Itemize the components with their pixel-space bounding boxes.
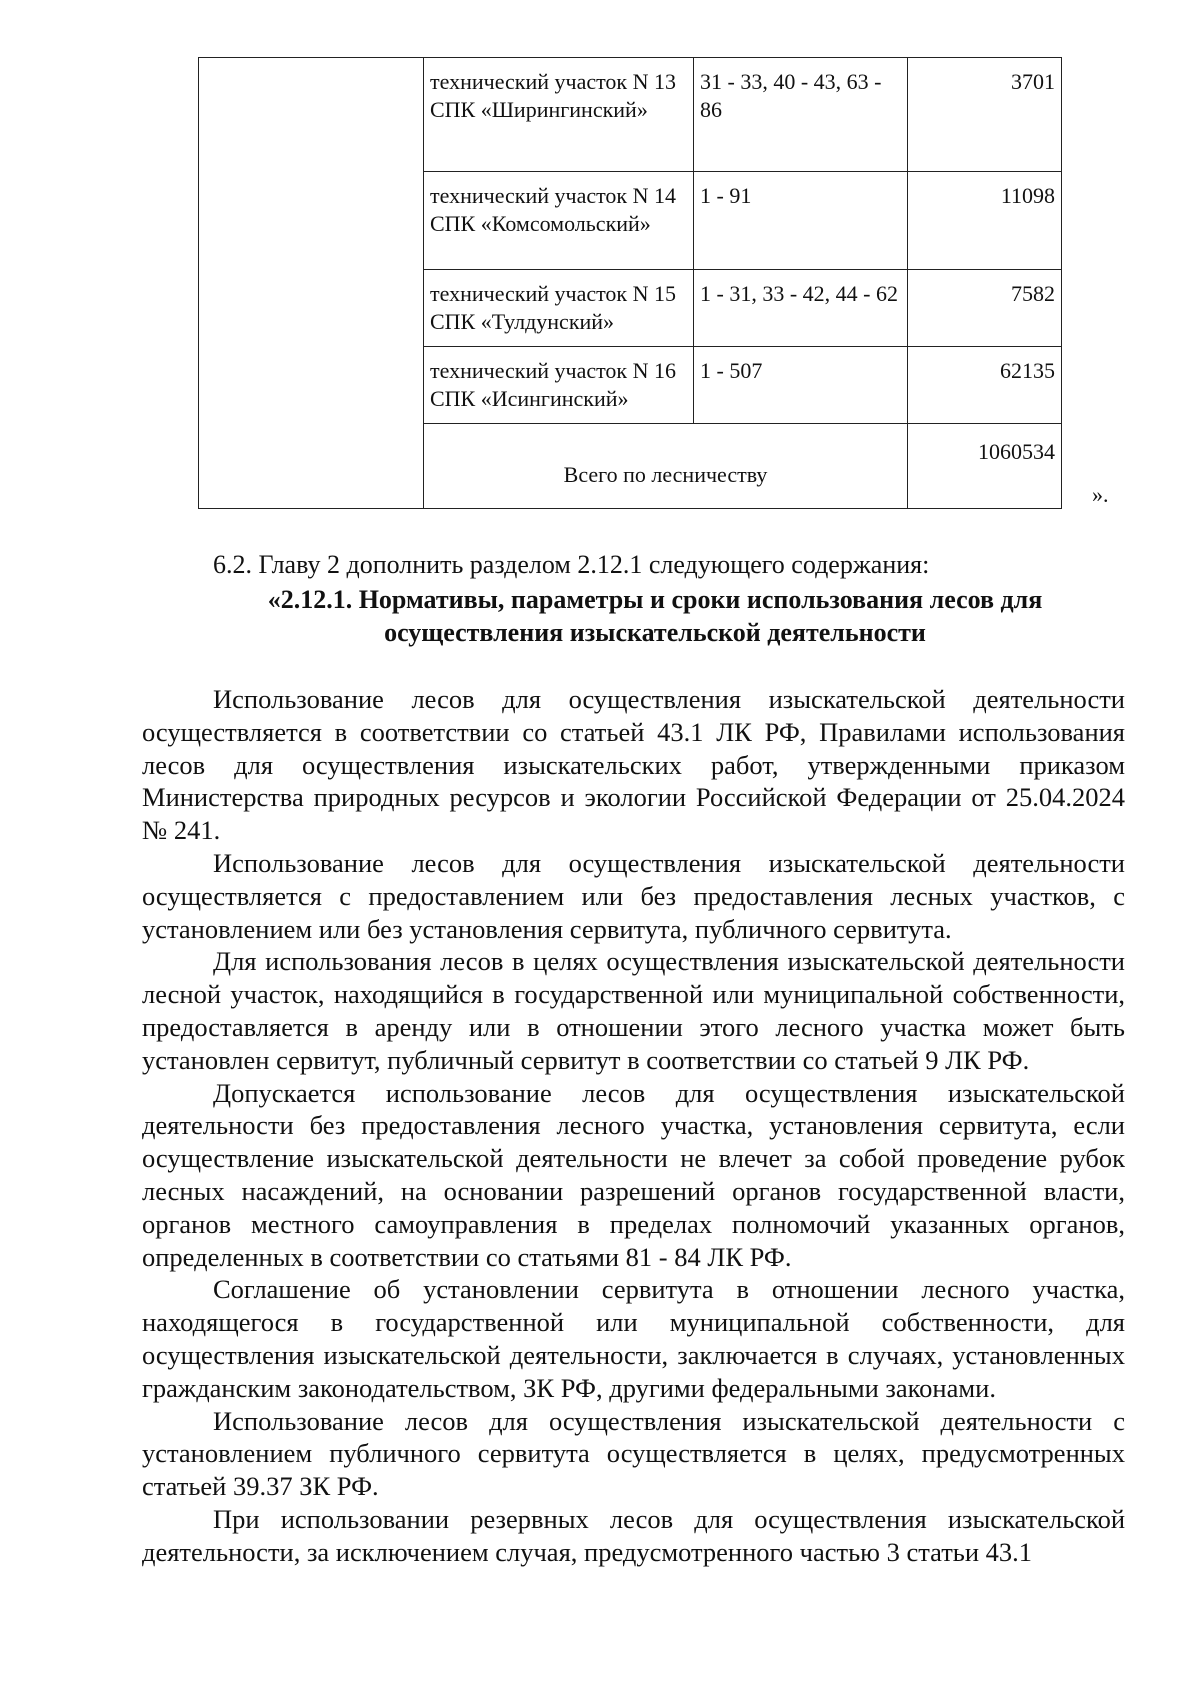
merged-forestry-cell — [199, 58, 424, 509]
paragraph: Использование лесов для осуществления изыскательской деятельности осуществляется в соответствии со статьей 43.1 ЛК РФ, Правилами использования лесов для осуществления изыскательских работ, утвержденными приказом Министерства природных ресурсов и экологии Российской Федерации от 25.04.2024 № 241. — [142, 684, 1125, 846]
quarters-cell: 1 - 507 — [694, 347, 908, 424]
plot-name-cell: технический участок N 14 СПК «Комсомольский» — [424, 172, 694, 270]
closing-quote: ». — [1092, 482, 1109, 507]
paragraph: Допускается использование лесов для осуществления изыскательской деятельности без предоставления лесного участка, установления сервитута, если осуществление изыскательской деятельности не влечет за собой проведение рубок лесных насаждений, на основании разрешений органов государственной власти, органов местного самоуправления в пределах полномочий указанных органов, определенных в соответствии со статьями 81 - 84 ЛК РФ. — [142, 1077, 1125, 1272]
total-label: Всего по лесничеству — [424, 424, 908, 509]
quarters-cell: 1 - 31, 33 - 42, 44 - 62 — [694, 270, 908, 347]
plot-name-cell: технический участок N 16 СПК «Исингинский» — [424, 347, 694, 424]
amendment-intro: 6.2. Главу 2 дополнить разделом 2.12.1 следующего содержания: — [213, 550, 930, 579]
paragraph: Для использования лесов в целях осуществления изыскательской деятельности лесной участок, находящийся в государственной или муниципальной собственности, предоставляется в аренду или в отношении этого лесного участка может быть установлен сервитут, публичный сервитут в соответствии со статьей 9 ЛК РФ. — [142, 946, 1125, 1075]
plot-name-cell: технический участок N 13 СПК «Ширингинский» — [424, 58, 694, 172]
forest-area-table — [198, 57, 1062, 509]
paragraph: Использование лесов для осуществления изыскательской деятельности осуществляется с предоставлением или без предоставления лесных участков, с установлением или без установления сервитута, публичного сервитута. — [142, 847, 1125, 944]
plot-name-cell: технический участок N 15 СПК «Тулдунский» — [424, 270, 694, 347]
total-value: 1060534 — [908, 424, 1062, 509]
paragraph: При использовании резервных лесов для осуществления изыскательской деятельности, за исключением случая, предусмотренного частью 3 статьи 43.1 — [142, 1503, 1125, 1567]
paragraph: Использование лесов для осуществления изыскательской деятельности с установлением публичного сервитута осуществляется в целях, предусмотренных статьей 39.37 ЗК РФ. — [142, 1405, 1125, 1502]
area-cell: 11098 — [908, 172, 1062, 270]
section-title: «2.12.1. Нормативы, параметры и сроки использования лесов для осуществления изыскательской деятельности — [267, 585, 1043, 647]
paragraph: Соглашение об установлении сервитута в отношении лесного участка, находящегося в государственной или муниципальной собственности, для осуществления изыскательской деятельности, заключается в случаях, установленных гражданским законодательством, ЗК РФ, другими федеральными законами. — [142, 1274, 1125, 1403]
body-text — [142, 683, 1125, 1569]
table-row — [199, 58, 1062, 172]
area-cell: 62135 — [908, 347, 1062, 424]
quarters-cell: 31 - 33, 40 - 43, 63 - 86 — [694, 58, 908, 172]
area-cell: 7582 — [908, 270, 1062, 347]
area-cell: 3701 — [908, 58, 1062, 172]
quarters-cell: 1 - 91 — [694, 172, 908, 270]
